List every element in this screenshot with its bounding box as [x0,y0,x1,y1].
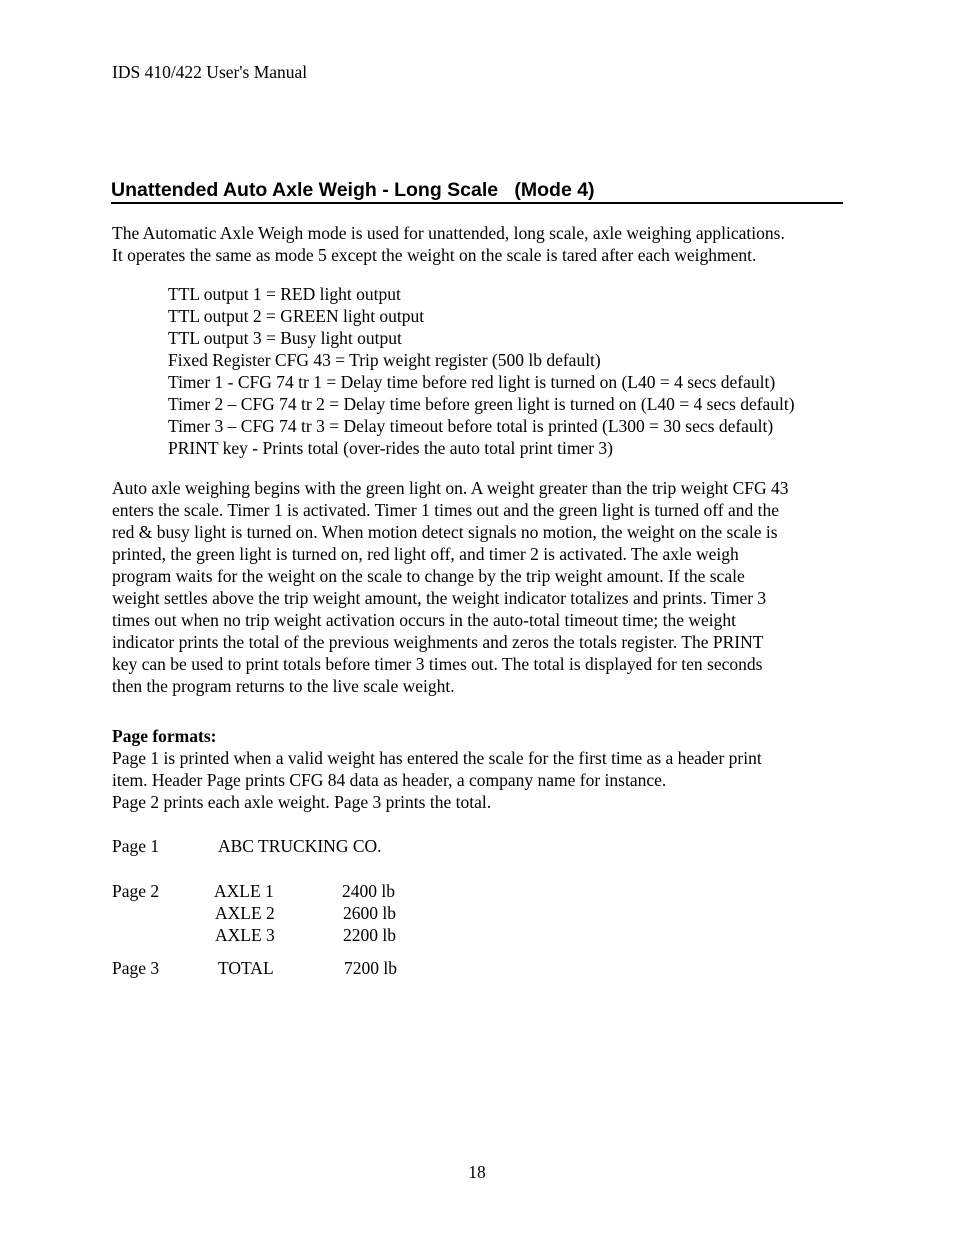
sample-page2-label: Page 2 [112,881,160,901]
sample-total-name: TOTAL [218,958,274,978]
sample-page3-label: Page 3 [112,958,160,978]
running-header: IDS 410/422 User's Manual [112,62,308,82]
sample-page1-company: ABC TRUCKING CO. [218,836,382,856]
section-title: Unattended Auto Axle Weigh - Long Scale (Mode 4) [111,176,843,204]
intro-paragraph [112,222,785,266]
page-formats-line: Page 1 is printed when a valid weight has entered the scale for the first time as a header print [112,748,762,768]
sample-axle-name: AXLE 1 [214,881,274,901]
description-line: weight settles above the trip weight amount, the weight indicator totalizes and prints. Timer 3 [112,588,767,608]
sample-total-weight: 7200 lb [344,958,397,978]
sample-page1-label: Page 1 [112,836,160,856]
sample-axle-name: AXLE 2 [215,903,275,923]
sample-axle-weight: 2400 lb [342,881,395,901]
settings-item: TTL output 3 = Busy light output [168,328,402,348]
description-line: then the program returns to the live scale weight. [112,676,455,696]
page-formats-line: item. Header Page prints CFG 84 data as header, a company name for instance. [112,770,667,790]
intro-line: The Automatic Axle Weigh mode is used for unattended, long scale, axle weighing applications. [112,223,785,243]
settings-item: Fixed Register CFG 43 = Trip weight register (500 lb default) [168,350,601,370]
page-formats-paragraph [112,747,762,813]
description-paragraph [112,477,789,697]
description-line: program waits for the weight on the scale to change by the trip weight amount. If the scale [112,566,745,586]
page-number: 18 [468,1162,486,1182]
settings-item: Timer 2 – CFG 74 tr 2 = Delay time before green light is turned on (L40 = 4 secs default) [168,394,795,414]
settings-item: TTL output 2 = GREEN light output [168,306,425,326]
description-line: Auto axle weighing begins with the green light on. A weight greater than the trip weight CFG 43 [112,478,789,498]
settings-item: Timer 3 – CFG 74 tr 3 = Delay timeout before total is printed (L300 = 30 secs default) [168,416,774,436]
settings-item: PRINT key - Prints total (over-rides the auto total print timer 3) [168,438,614,458]
description-line: enters the scale. Timer 1 is activated. Timer 1 times out and the green light is turned off and the [112,500,779,520]
sample-axle-name: AXLE 3 [215,925,275,945]
settings-list [168,283,795,459]
description-line: red & busy light is turned on. When motion detect signals no motion, the weight on the scale is [112,522,778,542]
settings-item: TTL output 1 = RED light output [168,284,401,304]
description-line: indicator prints the total of the previous weighments and zeros the totals register. The PRINT [112,632,764,652]
description-line: key can be used to print totals before timer 3 times out. The total is displayed for ten seconds [112,654,763,674]
page-formats-line: Page 2 prints each axle weight. Page 3 prints the total. [112,792,492,812]
intro-line: It operates the same as mode 5 except the weight on the scale is tared after each weighment. [112,245,757,265]
page-formats-heading: Page formats: [112,726,217,746]
description-line: printed, the green light is turned on, red light off, and timer 2 is activated. The axle weigh [112,544,739,564]
sample-axle-weight: 2200 lb [343,925,396,945]
settings-item: Timer 1 - CFG 74 tr 1 = Delay time before red light is turned on (L40 = 4 secs default) [168,372,776,392]
description-line: times out when no trip weight activation occurs in the auto-total timeout time; the weight [112,610,737,630]
sample-axle-weight: 2600 lb [343,903,396,923]
